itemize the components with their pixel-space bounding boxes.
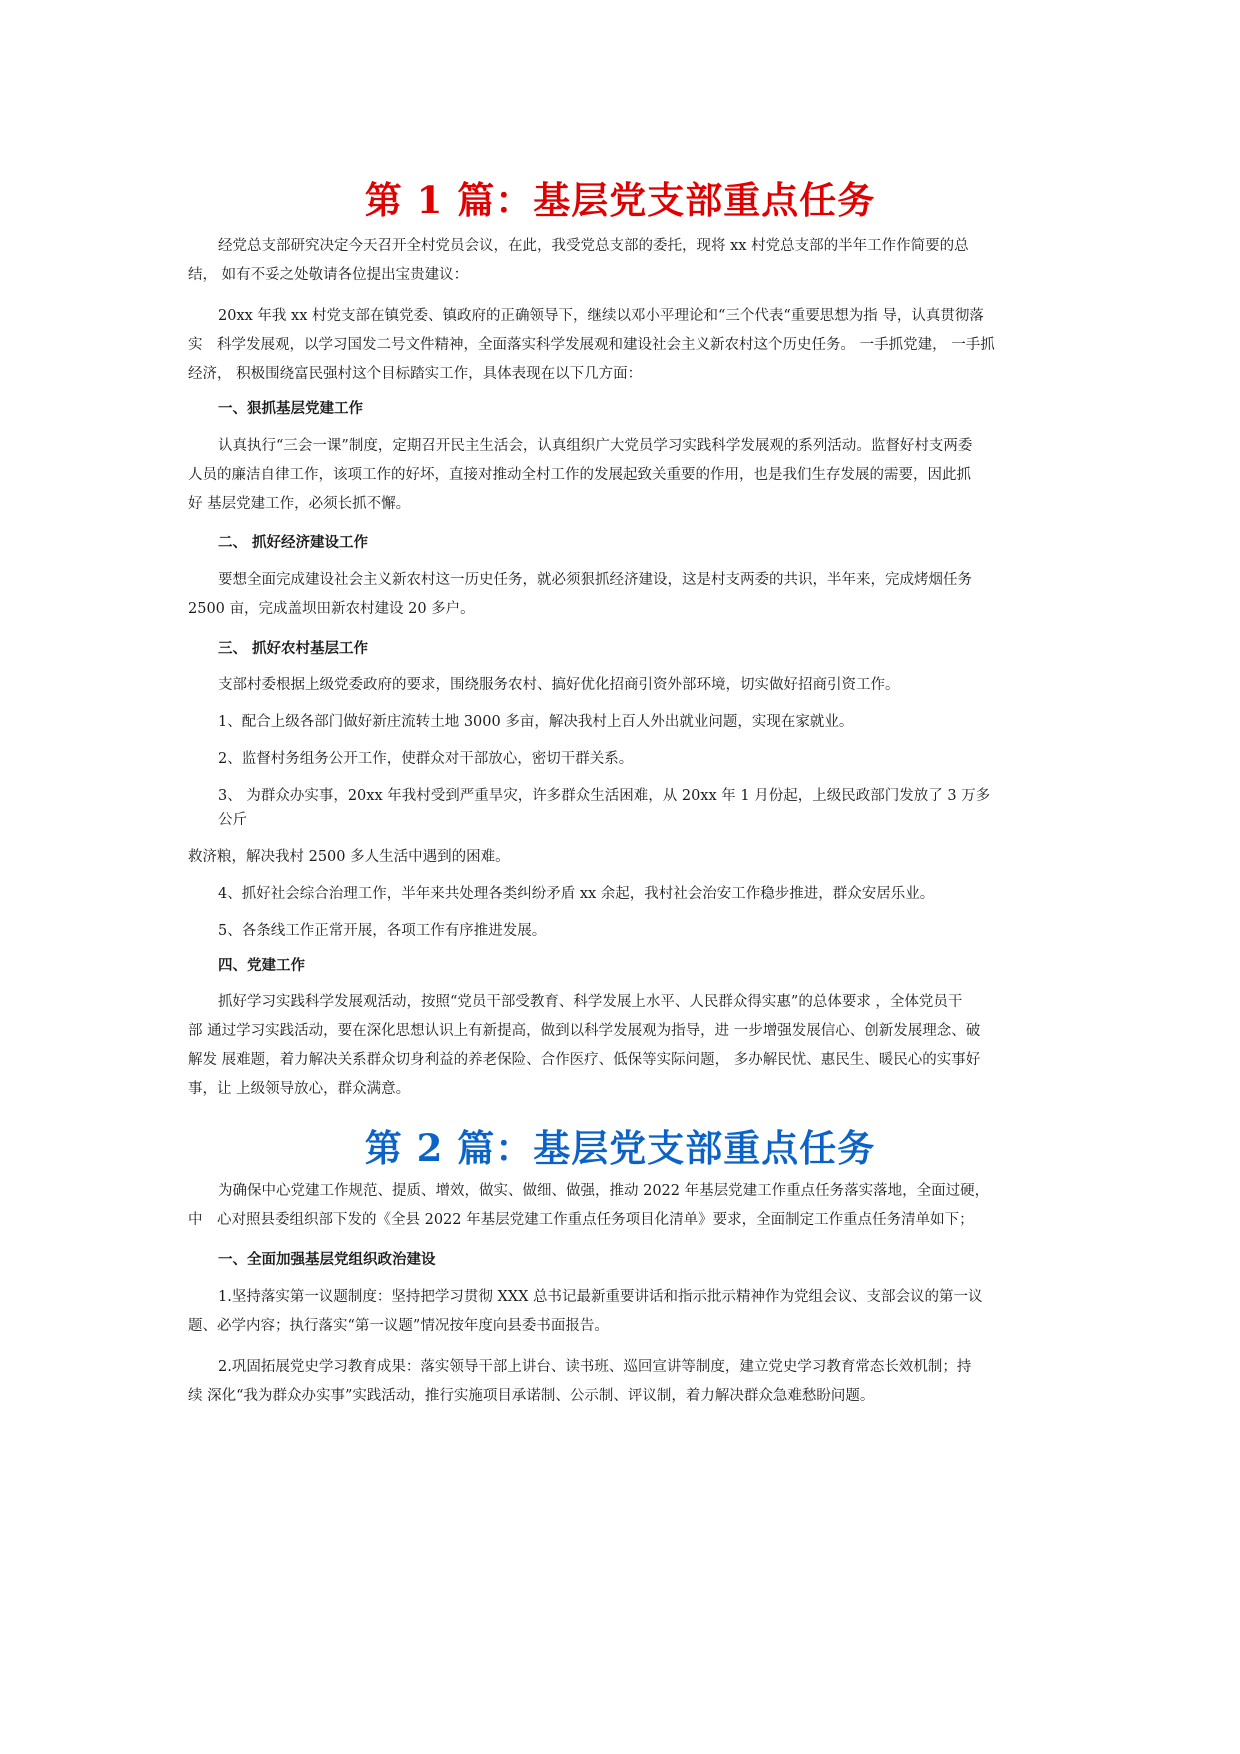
section-heading: 三、 抓好农村基层工作 <box>218 641 369 657</box>
list-item <box>188 1353 1048 1411</box>
list-item: 5、各条线工作正常开展，各项工作有序推进发展。 <box>218 923 547 939</box>
text-line: 1.坚持落实第一议题制度：坚持把学习贯彻 XXX 总书记最新重要讲话和指示批示精神作为党组会议、支部会议的第一议 <box>218 1289 983 1305</box>
text-line: 经济， 积极围绕富民强村这个目标踏实工作，具体表现在以下几方面： <box>188 366 643 382</box>
list-item <box>188 1283 1048 1341</box>
list-item: 4、抓好社会综合治理工作，半年来共处理各类纠纷矛盾 xx 余起，我村社会治安工作稳步推进，群众安居乐业。 <box>218 886 935 902</box>
text-line: 事，让 上级领导放心，群众满意。 <box>188 1081 411 1097</box>
text-line: 续 深化“我为群众办实事”实践活动，推行实施项目承诺制、公示制、评议制，着力解决群众急难愁盼问题。 <box>188 1388 875 1404</box>
article-2-intro <box>188 1177 1048 1235</box>
section-body <box>188 988 1048 1104</box>
text-line: 抓好学习实践科学发展观活动，按照“党员干部受教育、科学发展上水平、人民群众得实惠”的总体要求 ，全体党员干 <box>218 994 963 1010</box>
text-line: 要想全面完成建设社会主义新农村这一历史任务，就必须狠抓经济建设，这是村支两委的共识，半年来，完成烤烟任务 <box>218 572 972 588</box>
text-line: 20xx 年我 xx 村党支部在镇党委、镇政府的正确领导下，继续以邓小平理论和“三个代表“重要思想为指 导，认真贯彻落 <box>218 308 984 324</box>
section-heading: 四、党建工作 <box>218 958 305 974</box>
text-line: 结， 如有不妥之处敬请各位提出宝贵建议： <box>188 267 469 283</box>
section-body <box>188 566 1048 624</box>
text-line: 部 通过学习实践活动，要在深化思想认识上有新提高，做到以科学发展观为指导，进 一步增强发展信心、创新发展理念、破 <box>188 1023 981 1039</box>
article-1-paragraph <box>188 302 1048 389</box>
section-heading: 一、狠抓基层党建工作 <box>218 401 363 417</box>
text-line: 救济粮，解决我村 2500 多人生活中遇到的困难。 <box>188 849 510 865</box>
list-item: 3、 为群众办实事，20xx 年我村受到严重旱灾，许多群众生活困难，从 20xx 年 1 月份起，上级民政部门发放了 3 万多 <box>218 788 991 804</box>
section-heading: 一、全面加强基层党组织政治建设 <box>218 1252 436 1268</box>
text-line: 2.巩固拓展党史学习教育成果：落实领导干部上讲台、读书班、巡回宣讲等制度，建立党史学习教育常态长效机制；持 <box>218 1359 972 1375</box>
list-item: 1、配合上级各部门做好新庄流转土地 3000 多亩，解决我村上百人外出就业问题，实现在家就业。 <box>218 714 854 730</box>
text-line: 认真执行“三会一课”制度，定期召开民主生活会，认真组织广大党员学习实践科学发展观的系列活动。监督好村支两委 <box>218 438 973 454</box>
text-line: 支部村委根据上级党委政府的要求，围绕服务农村、搞好优化招商引资外部环境，切实做好招商引资工作。 <box>218 677 900 693</box>
text-line: 中 心对照县委组织部下发的《全县 2022 年基层党建工作重点任务项目化清单》要求，全面制定工作重点任务清单如下； <box>188 1212 974 1228</box>
article-2-title: 第 2 篇：基层党支部重点任务 <box>364 1126 876 1170</box>
article-1-title: 第 1 篇：基层党支部重点任务 <box>364 178 876 222</box>
text-line: 解发 展难题，着力解决关系群众切身利益的养老保险、合作医疗、低保等实际问题， 多办解民忧、惠民生、暖民心的实事好 <box>188 1052 981 1068</box>
text-line: 公斤 <box>218 812 247 828</box>
text-line: 实 科学发展观，以学习国发二号文件精神，全面落实科学发展观和建设社会主义新农村这个历史任务。 一手抓党建， 一手抓 <box>188 337 995 353</box>
article-1-intro <box>188 232 1048 290</box>
text-line: 为确保中心党建工作规范、提质、增效，做实、做细、做强，推动 2022 年基层党建工作重点任务落实落地，全面过硬， <box>218 1183 990 1199</box>
text-line: 好 基层党建工作，必须长抓不懈。 <box>188 496 411 512</box>
text-line: 经党总支部研究决定今天召开全村党员会议，在此，我受党总支部的委托，现将 xx 村党总支部的半年工作作简要的总 <box>218 238 969 254</box>
section-body <box>188 432 1048 519</box>
text-line: 人员的廉洁自律工作，该项工作的好坏，直接对推动全村工作的发展起致关重要的作用，也是我们生存发展的需要，因此抓 <box>188 467 971 483</box>
section-heading: 二、 抓好经济建设工作 <box>218 535 369 551</box>
list-item: 2、监督村务组务公开工作，使群众对干部放心，密切干群关系。 <box>218 751 634 767</box>
text-line: 2500 亩，完成盖坝田新农村建设 20 多户。 <box>188 601 475 617</box>
text-line: 题、必学内容；执行落实“第一议题”情况按年度向县委书面报告。 <box>188 1318 609 1334</box>
section-body <box>188 671 1048 946</box>
